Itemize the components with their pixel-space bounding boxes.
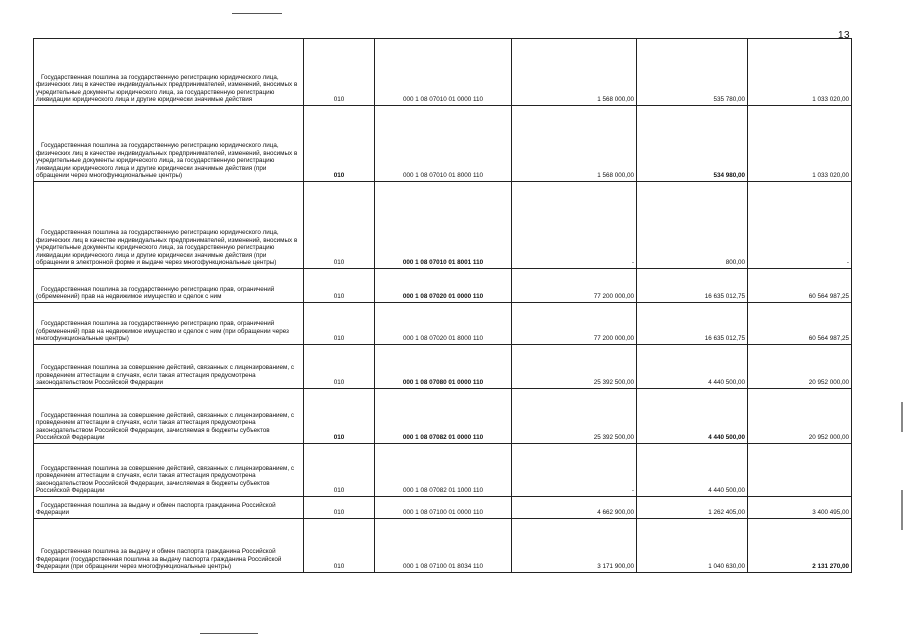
row-code: 010 <box>304 182 375 269</box>
row-kbk: 000 1 08 07020 01 8000 110 <box>375 303 512 345</box>
row-approved: 1 568 000,00 <box>512 39 637 106</box>
row-remainder: - <box>748 182 852 269</box>
row-kbk: 000 1 08 07080 01 0000 110 <box>375 345 512 389</box>
row-executed: 1 040 630,00 <box>637 519 748 573</box>
table-row <box>34 106 852 182</box>
row-executed: 4 440 500,00 <box>637 345 748 389</box>
row-code: 010 <box>304 389 375 444</box>
row-description: Государственная пошлина за государственную регистрацию юридического лица, физических лиц в качестве индивидуальных предпринимателей, изменений, вносимых в учредительные документы юридического лица, за государственную регистрацию ликвидации юридического лица и другие юридически значимые действия (при обращении через многофункциональные центры) <box>34 106 304 182</box>
row-executed: 16 635 012,75 <box>637 269 748 303</box>
row-executed: 535 780,00 <box>637 39 748 106</box>
row-code: 010 <box>304 303 375 345</box>
row-remainder: 1 033 020,00 <box>748 39 852 106</box>
row-approved: 1 568 000,00 <box>512 106 637 182</box>
row-executed: 4 440 500,00 <box>637 389 748 444</box>
row-executed: 1 262 405,00 <box>637 497 748 519</box>
row-description: Государственная пошлина за государственную регистрацию юридического лица, физических лиц в качестве индивидуальных предпринимателей, изменений, вносимых в учредительные документы юридического лица, за государственную регистрацию ликвидации юридического лица и другие юридически значимые действия (при обращении в электронной форме и выдаче через многофункциональные центры) <box>34 182 304 269</box>
row-approved: 3 171 900,00 <box>512 519 637 573</box>
row-description: Государственная пошлина за государственную регистрацию прав, ограничений (обременений) прав на недвижимое имущество и сделок с ним <box>34 269 304 303</box>
table-row <box>34 303 852 345</box>
revenue-table <box>33 38 852 573</box>
scan-mark-bottom <box>200 633 258 634</box>
row-approved: 77 200 000,00 <box>512 303 637 345</box>
table-row <box>34 182 852 269</box>
row-approved: 25 392 500,00 <box>512 345 637 389</box>
row-remainder: 60 564 987,25 <box>748 303 852 345</box>
row-code: 010 <box>304 345 375 389</box>
row-description: Государственная пошлина за совершение действий, связанных с лицензированием, с проведением аттестации в случаях, если такая аттестация предусмотрена законодательством Российской Федерации <box>34 345 304 389</box>
table-row <box>34 39 852 106</box>
row-description: Государственная пошлина за выдачу и обмен паспорта гражданина Российской Федерации (государственная пошлина за выдачу паспорта гражданина Российской Федерации (при обращении через многофункциональные центры) <box>34 519 304 573</box>
row-remainder: 3 400 495,00 <box>748 497 852 519</box>
row-kbk: 000 1 08 07010 01 8001 110 <box>375 182 512 269</box>
row-kbk: 000 1 08 07100 01 8034 110 <box>375 519 512 573</box>
table-row <box>34 519 852 573</box>
row-code: 010 <box>304 497 375 519</box>
row-description: Государственная пошлина за государственную регистрацию юридического лица, физических лиц в качестве индивидуальных предпринимателей, изменений, вносимых в учредительные документы юридического лица, за государственную регистрацию ликвидации юридического лица и другие юридически значимые действия <box>34 39 304 106</box>
page-number: 13 <box>838 30 851 41</box>
row-description: Государственная пошлина за выдачу и обмен паспорта гражданина Российской Федерации <box>34 497 304 519</box>
row-approved: 25 392 500,00 <box>512 389 637 444</box>
row-remainder: 1 033 020,00 <box>748 106 852 182</box>
row-remainder: 60 564 987,25 <box>748 269 852 303</box>
row-approved: - <box>512 182 637 269</box>
table-row <box>34 345 852 389</box>
row-description: Государственная пошлина за совершение действий, связанных с лицензированием, с проведением аттестации в случаях, если такая аттестация предусмотрена законодательством Российской Федерации, зачисляемая в бюджеты субъектов Российской Федерации <box>34 444 304 497</box>
row-code: 010 <box>304 444 375 497</box>
scan-edge-mark <box>901 402 903 432</box>
table-row <box>34 497 852 519</box>
row-kbk: 000 1 08 07010 01 8000 110 <box>375 106 512 182</box>
row-executed: 16 635 012,75 <box>637 303 748 345</box>
table-row <box>34 444 852 497</box>
table-row <box>34 389 852 444</box>
row-code: 010 <box>304 269 375 303</box>
row-remainder: 2 131 270,00 <box>748 519 852 573</box>
row-code: 010 <box>304 519 375 573</box>
row-description: Государственная пошлина за совершение действий, связанных с лицензированием, с проведением аттестации в случаях, если такая аттестация предусмотрена законодательством Российской Федерации, зачисляемая в бюджеты субъектов Российской Федерации <box>34 389 304 444</box>
row-kbk: 000 1 08 07010 01 0000 110 <box>375 39 512 106</box>
row-remainder: 20 952 000,00 <box>748 345 852 389</box>
row-code: 010 <box>304 39 375 106</box>
row-approved: 4 662 900,00 <box>512 497 637 519</box>
row-remainder <box>748 444 852 497</box>
row-approved: 77 200 000,00 <box>512 269 637 303</box>
scan-mark-top <box>232 13 282 14</box>
row-kbk: 000 1 08 07100 01 0000 110 <box>375 497 512 519</box>
row-kbk: 000 1 08 07020 01 0000 110 <box>375 269 512 303</box>
row-kbk: 000 1 08 07082 01 1000 110 <box>375 444 512 497</box>
row-executed: 4 440 500,00 <box>637 444 748 497</box>
row-code: 010 <box>304 106 375 182</box>
scan-edge-mark <box>901 490 903 530</box>
row-kbk: 000 1 08 07082 01 0000 110 <box>375 389 512 444</box>
row-approved: - <box>512 444 637 497</box>
table-row <box>34 269 852 303</box>
row-remainder: 20 952 000,00 <box>748 389 852 444</box>
row-executed: 534 980,00 <box>637 106 748 182</box>
row-description: Государственная пошлина за государственную регистрацию прав, ограничений (обременений) прав на недвижимое имущество и сделок с ним (при обращении через многофункциональные центры) <box>34 303 304 345</box>
row-executed: 800,00 <box>637 182 748 269</box>
